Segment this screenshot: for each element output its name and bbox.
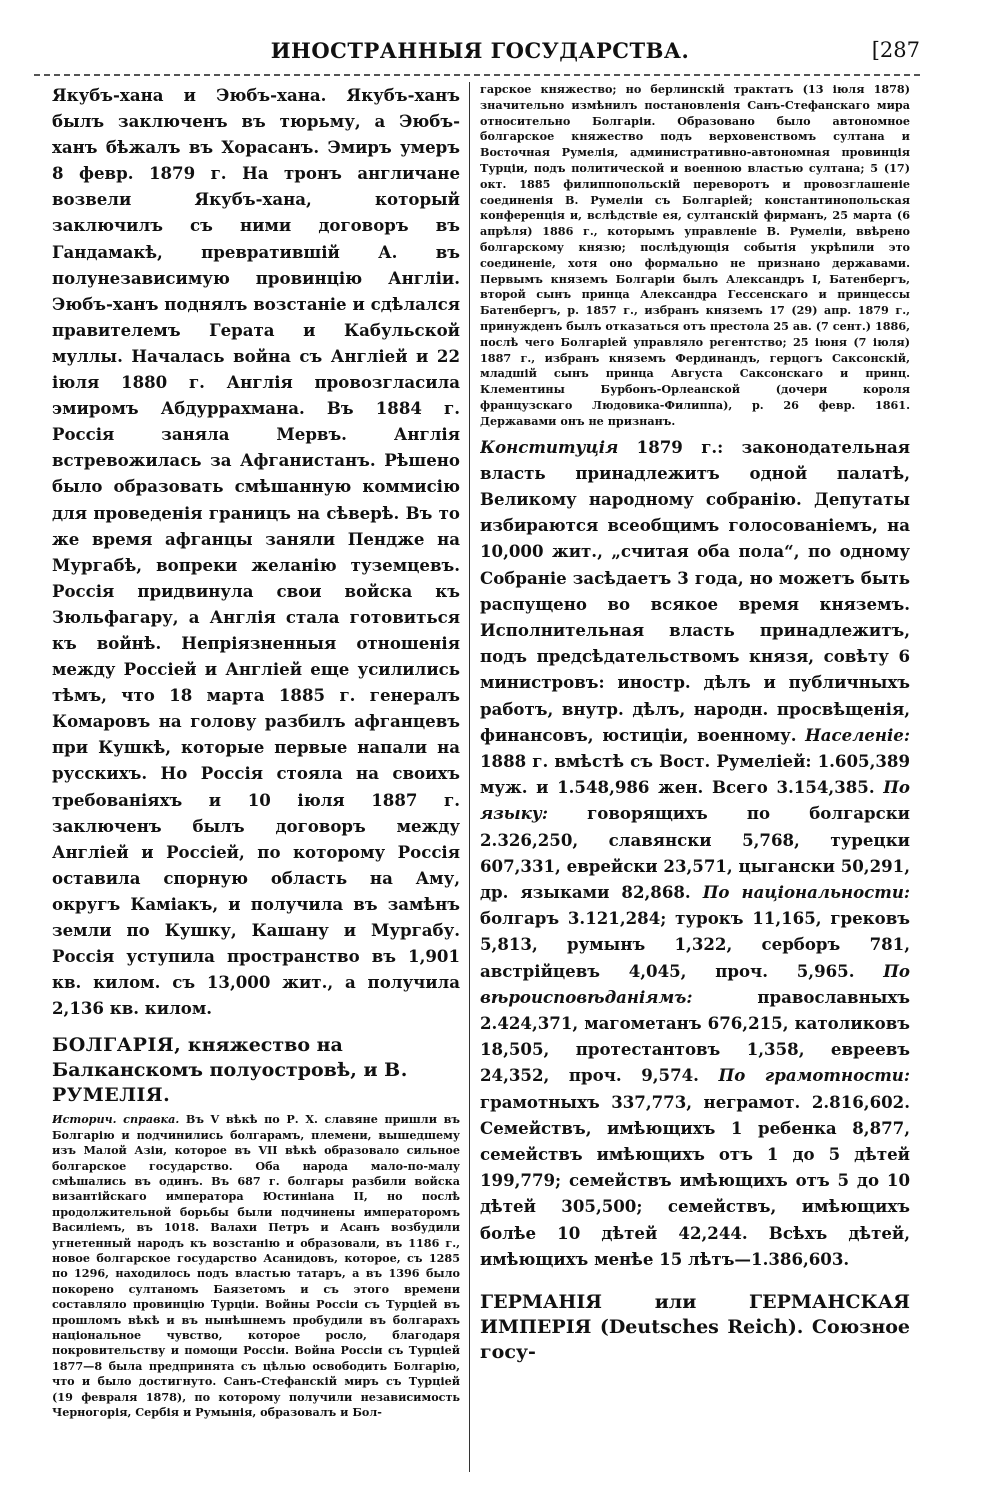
constitution-text: 1879 г.: законодательная власть принадлежитъ одной палатѣ, Великому народному собранію. Депутаты избираются всеобщимъ голосованіемъ, на 10,000 жит., „считая оба пола“, по одному Собраніе засѣдаетъ 3 года, но можетъ быть распущено во всякое время княземъ. Исполнительная власть принадлежитъ, подъ предсѣдательствомъ князя, совѣту 6 министровъ: иностр. дѣлъ и публичныхъ работъ, внутр. дѣлъ, народн. просвѣщенія, финансовъ, юстиціи, военному. bbox=[480, 436, 910, 745]
running-title: ИНОСТРАННЫЯ ГОСУДАРСТВА. bbox=[270, 38, 690, 63]
religion-text: православныхъ 2.424,371, магометанъ 676,215, католиковъ 18,505, протестантовъ 1,358, евреевъ 24,352, проч. 9,574. bbox=[480, 986, 910, 1086]
page-header bbox=[40, 38, 920, 68]
language-text: говорящихъ по болгарски 2.326,250, славянски 5,768, турецки 607,331, еврейски 23,571, цыгански 50,291, др. языками 82,868. bbox=[480, 803, 910, 902]
population-label: Населеніе: bbox=[805, 724, 910, 745]
literacy-text: грамотныхъ 337,773, неграмот. 2.816,602. Семействъ, имѣющихъ 1 ребенка 8,877, семействъ имѣющихъ отъ 1 до 5 дѣтей 199,779; семействъ имѣющихъ отъ 5 до 10 дѣтей 305,500; семействъ, имѣющихъ болѣе 10 дѣтей 42,244. Всѣхъ дѣтей, имѣющихъ менѣе 15 лѣтъ—1.386,603. bbox=[480, 1091, 910, 1269]
right-column bbox=[480, 82, 910, 1487]
constitution-label: Конституція bbox=[480, 436, 619, 457]
bulgaria-heading-subtitle: княжество на Балканскомъ полуостровѣ, и bbox=[52, 1034, 385, 1082]
religion-label: По вѣроисповѣданіямъ: bbox=[480, 960, 910, 1007]
population-text: 1888 г. вмѣстѣ съ Вост. Румеліей: 1.605,389 муж. и 1.548,986 жен. Всего 3.154,385. bbox=[480, 750, 910, 798]
nationality-label: По національности: bbox=[702, 881, 910, 902]
bulgaria-statistics-paragraph bbox=[480, 434, 910, 1273]
column-divider bbox=[469, 82, 470, 1472]
nationality-text: болгаръ 3.121,284; турокъ 11,165, грековъ 5,813, румынъ 1,322, серборъ 781, австрійцевъ 4,045, проч. 5,965. bbox=[480, 908, 910, 981]
germany-heading bbox=[480, 1290, 910, 1365]
history-text: Въ V вѣкѣ по Р. Х. славяне пришли въ Болгарію и подчинились болгарамъ, племени, вышедшему изъ Малой Азіи, которое въ VII вѣкѣ образовало сильное болгарское государство. Оба народа мало-по-малу смѣшались въ одинъ. Въ 687 г. болгары разбили войска византійскаго императора Юстиніана II, но послѣ продолжительной борьбы были подчинены императоромъ Василіемъ, въ 1018. Валахи Петръ и Асанъ возбудили угнетенный народъ къ возстанію и образовали, въ 1186 г., новое болгарское государство Асанидовъ, которое, съ 1285 по 1296, находилось подъ властью татаръ, а въ 1396 было покорено султаномъ Баязетомъ и съ этого времени составляло провинцію Турціи. Войны Россіи съ Турціей въ прошломъ вѣкѣ и въ нынѣшнемъ пробудили въ болгарахъ національное чувство, которое росло, благодаря покровительству и помощи Россіи. Война Россіи съ Турціей 1877—8 была предпринята съ цѣлью освободить Болгарію, что и было достигнуто. Санъ-Стефанскій миръ съ Турціей (19 февраля 1878), по которому получили независимость Черногорія, Сербія и Румынія, образовалъ и Бол- bbox=[52, 1112, 460, 1420]
germany-heading-rest: (Deutsches Reich). Союзное госу- bbox=[480, 1316, 910, 1364]
bulgaria-heading bbox=[52, 1033, 460, 1108]
history-label: Историч. справка. bbox=[52, 1112, 180, 1127]
page-number: [287 bbox=[871, 38, 920, 62]
germany-heading-or: или bbox=[602, 1291, 750, 1314]
germany-heading-title: ГЕРМАНІЯ bbox=[480, 1291, 602, 1314]
header-rule bbox=[34, 74, 920, 76]
left-column bbox=[52, 82, 460, 1487]
afghanistan-paragraph: Якубъ-хана и Эюбъ-хана. Якубъ-ханъ былъ заключенъ въ тюрьму, а Эюбъ-ханъ бѣжалъ въ Хорасанъ. Эмиръ умеръ 8 февр. 1879 г. На тронъ англичане возвели Якубъ-хана, который заключилъ съ ними договоръ въ Гандамакѣ, превратившій А. въ полунезависимую провинцію Англіи. Эюбъ-ханъ поднялъ возстаніе и сдѣлался правителемъ Герата и Кабульской муллы. Началась война съ Англіей и 22 іюля 1880 г. Англія провозгласила эмиромъ Абдуррахмана. Въ 1884 г. Россія заняла Мервъ. Англія встревожилась за Афганистанъ. Рѣшено было образовать смѣшанную коммисію для проведенія границъ на сѣверѣ. Въ то же время афганцы заняли Пендже на Мургабѣ, вопреки желанію туземцевъ. Россія придвинула свои войска къ Зюльфагару, а Англія стала готовиться къ войнѣ. Непріязненныя отношенія между Россіей и Англіей еще усилились тѣмъ, что 18 марта 1885 г. генералъ Комаровъ на голову разбилъ афганцевъ при Кушкѣ, которые первые напали на русскихъ. Но Россія стояла на своихъ требованіяхъ и 10 іюля 1887 г. заключенъ былъ договоръ между Англіей и Россіей, по которому Россія оставила спорную область на Аму, округъ Каміакъ, и получила въ замѣнъ земли по Кушку, Кашану и Мургабу. Россія уступила пространство въ 1,901 кв. килом. съ 13,000 жит., а получила 2,136 кв. килом. bbox=[52, 85, 460, 1019]
bulgaria-history-continued: гарское княжество; но берлинскій трактатъ (13 іюля 1878) значительно измѣнилъ постановленія Санъ-Стефанскаго мира относительно Болгаріи. Образовано было автономное болгарское княжество подъ верховенствомъ султана и Восточная Румелія, административно-автономная провинція Турціи, подъ политической и военною властью султана; 5 (17) окт. 1885 филиппопольскій переворотъ и провозглашеніе соединенія В. Румеліи съ Болгаріей; константинопольская конференція и, вслѣдствіе ея, султанскій фирманъ, 25 марта (6 апрѣля) 1886 г., которымъ управленіе В. Румеліи, ввѣрено болгарскому князю; послѣдующія событія укрѣпили это соединеніе, хотя оно формально не признано державами. Первымъ княземъ Болгаріи былъ Александръ I, Батенбергъ, второй сынъ принца Александра Гессенскаго и принцессы Батенбергъ, р. 1857 г., избранъ княземъ 17 (29) апр. 1879 г., принужденъ былъ отказаться отъ престола 25 ав. (7 сент.) 1886, послѣ чего Болгаріей управляло регентство; 25 іюня (7 іюля) 1887 г., избранъ княземъ Фердинандъ, герцогъ Саксонскій, младшій сынъ принца Августа Саксонскаго и принц. Клементины Бурбонъ-Орлеанской (дочери короля французскаго Людовика-Филиппа), р. 26 февр. 1861. Державами онъ не признанъ. bbox=[480, 82, 910, 428]
bulgaria-heading-rumelia: В. РУМЕЛІЯ. bbox=[52, 1059, 408, 1107]
bulgaria-history-paragraph bbox=[52, 1112, 460, 1420]
bulgaria-heading-title: БОЛГАРІЯ, bbox=[52, 1034, 182, 1057]
language-label: По языку: bbox=[480, 777, 910, 824]
germany-heading-empire: ГЕРМАНСКАЯ ИМПЕРІЯ bbox=[480, 1291, 910, 1339]
literacy-label: По грамотности: bbox=[718, 1065, 910, 1086]
